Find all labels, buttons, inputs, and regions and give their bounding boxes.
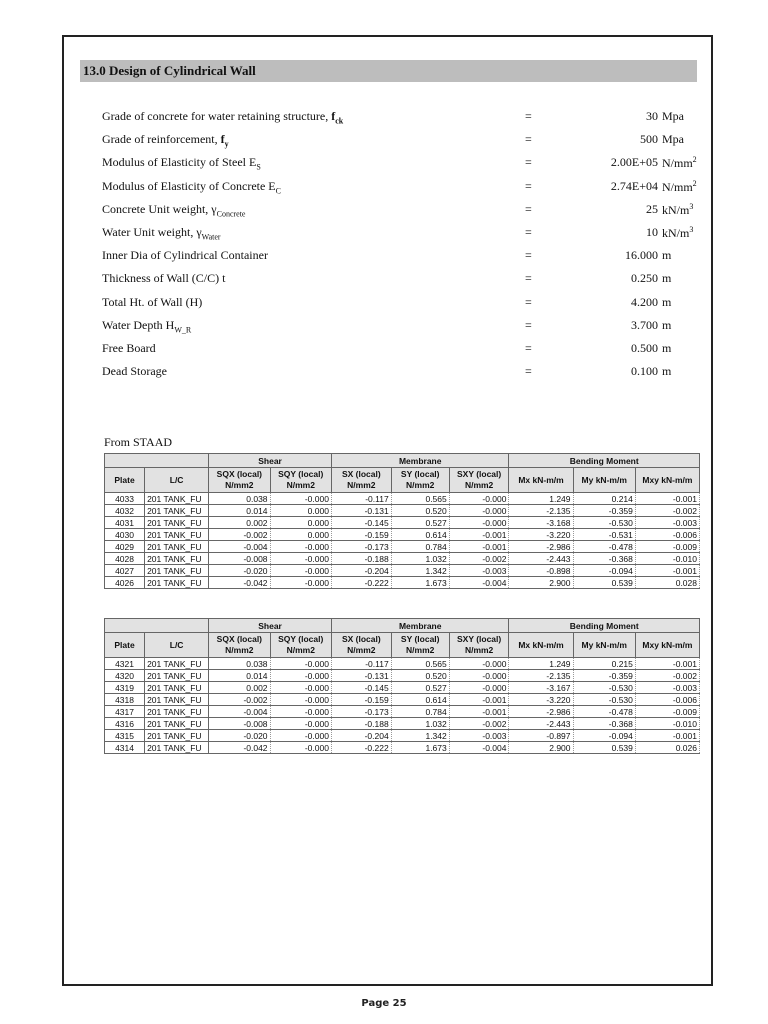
load-case-cell: 201 TANK_FU: [145, 553, 209, 565]
load-case-cell: 201 TANK_FU: [145, 742, 209, 754]
value-cell: -0.368: [573, 718, 635, 730]
value-cell: -0.004: [449, 742, 509, 754]
group-header-shear: Shear: [209, 619, 332, 633]
value-cell: -2.986: [509, 541, 573, 553]
param-row: [102, 364, 682, 387]
param-unit: m: [662, 340, 672, 355]
plate-cell: 4317: [105, 706, 145, 718]
value-cell: 0.028: [635, 577, 699, 589]
param-label: Grade of concrete for water retaining structure, $f_{ck}$: [102, 109, 344, 126]
load-case-cell: 201 TANK_FU: [145, 730, 209, 742]
load-case-cell: 201 TANK_FU: [145, 577, 209, 589]
value-cell: 0.784: [391, 706, 449, 718]
value-cell: -0.000: [270, 577, 331, 589]
value-cell: -0.000: [449, 505, 509, 517]
value-cell: -0.898: [509, 565, 573, 577]
section-header: [80, 60, 697, 82]
value-cell: -0.001: [449, 541, 509, 553]
value-cell: -0.000: [449, 682, 509, 694]
param-unit: $kN/m^3$: [662, 224, 694, 240]
value-cell: 1.673: [391, 742, 449, 754]
value-cell: -0.003: [635, 682, 699, 694]
param-value: 3.700: [631, 317, 658, 332]
param-row: [102, 178, 697, 202]
equals-sign: =: [525, 201, 532, 216]
table-column-header: [105, 468, 700, 493]
plate-cell: 4320: [105, 670, 145, 682]
value-cell: -0.173: [331, 706, 391, 718]
load-case-cell: 201 TANK_FU: [145, 670, 209, 682]
table-column-header: [105, 633, 700, 658]
param-label: Total Ht. of Wall (H): [102, 294, 203, 309]
load-case-cell: 201 TANK_FU: [145, 694, 209, 706]
value-cell: -0.222: [331, 577, 391, 589]
param-row: [102, 295, 682, 318]
value-cell: -0.897: [509, 730, 573, 742]
table-row: [105, 505, 700, 517]
value-cell: -3.220: [509, 694, 573, 706]
plate-cell: 4026: [105, 577, 145, 589]
plate-cell: 4027: [105, 565, 145, 577]
plate-cell: 4028: [105, 553, 145, 565]
value-cell: -0.002: [449, 718, 509, 730]
value-cell: 2.900: [509, 742, 573, 754]
equals-sign: =: [525, 317, 532, 332]
param-label: Free Board: [102, 340, 156, 355]
param-unit: m: [662, 294, 672, 309]
table-corner: [105, 454, 209, 468]
column-header: Mxy kN-m/m: [635, 633, 699, 658]
column-header: L/C: [145, 468, 209, 493]
value-cell: -0.000: [270, 541, 331, 553]
value-cell: -0.094: [573, 730, 635, 742]
value-cell: -0.145: [331, 682, 391, 694]
param-label: Grade of reinforcement, $f_y$: [102, 132, 229, 149]
load-case-cell: 201 TANK_FU: [145, 493, 209, 505]
table-row: [105, 694, 700, 706]
param-value: 10: [646, 224, 658, 239]
column-header: SQX (local) N/mm2: [209, 468, 270, 493]
param-row: [102, 201, 694, 225]
value-cell: 1.032: [391, 553, 449, 565]
value-cell: -0.003: [635, 517, 699, 529]
value-cell: 0.527: [391, 517, 449, 529]
load-case-cell: 201 TANK_FU: [145, 505, 209, 517]
param-row: [102, 248, 682, 271]
load-case-cell: 201 TANK_FU: [145, 682, 209, 694]
param-unit: Mpa: [662, 109, 684, 123]
value-cell: -0.008: [209, 718, 270, 730]
load-case-cell: 201 TANK_FU: [145, 517, 209, 529]
value-cell: -0.009: [635, 706, 699, 718]
value-cell: 0.527: [391, 682, 449, 694]
param-row: [102, 155, 697, 178]
group-header-shear: Shear: [209, 454, 332, 468]
value-cell: -2.986: [509, 706, 573, 718]
value-cell: -0.001: [635, 658, 699, 670]
table-row: [105, 742, 700, 754]
value-cell: -3.220: [509, 529, 573, 541]
value-cell: 0.002: [209, 517, 270, 529]
value-cell: 0.520: [391, 505, 449, 517]
value-cell: 2.900: [509, 577, 573, 589]
value-cell: 0.038: [209, 493, 270, 505]
value-cell: -0.188: [331, 553, 391, 565]
value-cell: -0.222: [331, 742, 391, 754]
value-cell: -0.020: [209, 730, 270, 742]
design-parameters: [102, 109, 697, 387]
table-row: [105, 718, 700, 730]
column-header: Plate: [105, 468, 145, 493]
value-cell: -0.173: [331, 541, 391, 553]
equals-sign: =: [525, 364, 532, 379]
value-cell: -0.006: [635, 529, 699, 541]
group-header-membrane: Membrane: [331, 619, 509, 633]
value-cell: -0.009: [635, 541, 699, 553]
value-cell: 0.214: [573, 493, 635, 505]
value-cell: -0.117: [331, 493, 391, 505]
value-cell: -0.000: [270, 718, 331, 730]
value-cell: -0.478: [573, 706, 635, 718]
param-value: 16.000: [625, 248, 658, 263]
value-cell: 0.000: [270, 517, 331, 529]
value-cell: -2.135: [509, 670, 573, 682]
value-cell: 0.565: [391, 493, 449, 505]
value-cell: -2.135: [509, 505, 573, 517]
param-unit: m: [662, 271, 672, 286]
value-cell: -0.002: [635, 670, 699, 682]
value-cell: -0.010: [635, 718, 699, 730]
table-group-header: [105, 454, 700, 468]
plate-cell: 4316: [105, 718, 145, 730]
value-cell: 1.342: [391, 565, 449, 577]
value-cell: -0.131: [331, 505, 391, 517]
column-header: SX (local) N/mm2: [331, 468, 391, 493]
param-value: 2.74E+04: [610, 178, 658, 193]
column-header: My kN-m/m: [573, 633, 635, 658]
value-cell: 0.000: [270, 529, 331, 541]
table-group-header: [105, 619, 700, 633]
value-cell: -0.001: [635, 565, 699, 577]
param-value: 0.250: [631, 271, 658, 286]
equals-sign: =: [525, 294, 532, 309]
param-unit: Mpa: [662, 132, 684, 147]
value-cell: -0.204: [331, 565, 391, 577]
value-cell: -0.117: [331, 658, 391, 670]
column-header: SY (local) N/mm2: [391, 633, 449, 658]
value-cell: 0.014: [209, 670, 270, 682]
value-cell: -0.002: [449, 553, 509, 565]
value-cell: -0.003: [449, 730, 509, 742]
table-corner: [105, 619, 209, 633]
column-header: Mxy kN-m/m: [635, 468, 699, 493]
value-cell: -2.443: [509, 718, 573, 730]
value-cell: 0.539: [573, 742, 635, 754]
table-row: [105, 670, 700, 682]
value-cell: 0.565: [391, 658, 449, 670]
equals-sign: =: [525, 109, 532, 123]
param-label: Water Depth $H_{W\_R}$: [102, 317, 192, 335]
load-case-cell: 201 TANK_FU: [145, 658, 209, 670]
value-cell: -0.000: [449, 493, 509, 505]
plate-cell: 4321: [105, 658, 145, 670]
column-header: SX (local) N/mm2: [331, 633, 391, 658]
section-title: 13.0 Design of Cylindrical Wall: [83, 63, 256, 78]
value-cell: -0.002: [635, 505, 699, 517]
value-cell: -0.001: [635, 730, 699, 742]
column-header: SQY (local) N/mm2: [270, 468, 331, 493]
value-cell: 1.673: [391, 577, 449, 589]
value-cell: -0.000: [270, 730, 331, 742]
column-header: SY (local) N/mm2: [391, 468, 449, 493]
value-cell: 0.000: [270, 505, 331, 517]
value-cell: -0.000: [270, 742, 331, 754]
column-header: Mx kN-m/m: [509, 633, 573, 658]
value-cell: -0.131: [331, 670, 391, 682]
value-cell: -0.145: [331, 517, 391, 529]
value-cell: 1.249: [509, 493, 573, 505]
table-row: [105, 541, 700, 553]
table-row: [105, 658, 700, 670]
from-staad-label: From STAAD: [104, 435, 173, 449]
value-cell: -0.003: [449, 565, 509, 577]
value-cell: -0.000: [270, 553, 331, 565]
value-cell: -0.004: [209, 706, 270, 718]
equals-sign: =: [525, 340, 532, 355]
param-label: Thickness of Wall (C/C) t: [102, 271, 226, 286]
param-row: [102, 132, 682, 155]
value-cell: -0.530: [573, 694, 635, 706]
param-value: 500: [640, 132, 658, 147]
value-cell: -0.002: [209, 694, 270, 706]
plate-cell: 4319: [105, 682, 145, 694]
value-cell: -0.000: [449, 670, 509, 682]
staad-table-1: [104, 453, 700, 589]
equals-sign: =: [525, 132, 532, 147]
param-label: Modulus of Elasticity of Steel $E_S$: [102, 155, 261, 172]
value-cell: -0.042: [209, 742, 270, 754]
value-cell: 0.614: [391, 529, 449, 541]
param-label: Concrete Unit weight, $\gamma_{Concrete}$: [102, 201, 246, 219]
table-row: [105, 730, 700, 742]
value-cell: -0.000: [270, 565, 331, 577]
value-cell: -0.159: [331, 529, 391, 541]
load-case-cell: 201 TANK_FU: [145, 565, 209, 577]
value-cell: -0.042: [209, 577, 270, 589]
value-cell: -0.000: [449, 517, 509, 529]
value-cell: 0.014: [209, 505, 270, 517]
param-value: 4.200: [631, 294, 658, 309]
plate-cell: 4030: [105, 529, 145, 541]
param-unit: $N/mm^2$: [662, 178, 697, 194]
value-cell: -0.000: [270, 670, 331, 682]
table-row: [105, 706, 700, 718]
value-cell: -0.004: [209, 541, 270, 553]
value-cell: -0.008: [209, 553, 270, 565]
column-header: SQX (local) N/mm2: [209, 633, 270, 658]
value-cell: -0.478: [573, 541, 635, 553]
equals-sign: =: [525, 155, 532, 170]
value-cell: -0.001: [449, 529, 509, 541]
table-row: [105, 565, 700, 577]
param-label: Dead Storage: [102, 364, 167, 379]
value-cell: -0.006: [635, 694, 699, 706]
value-cell: 0.215: [573, 658, 635, 670]
load-case-cell: 201 TANK_FU: [145, 529, 209, 541]
value-cell: 1.249: [509, 658, 573, 670]
value-cell: -0.204: [331, 730, 391, 742]
param-row: [102, 318, 682, 341]
value-cell: -0.359: [573, 670, 635, 682]
param-unit: $kN/m^3$: [662, 201, 694, 217]
equals-sign: =: [525, 224, 532, 239]
value-cell: -0.530: [573, 682, 635, 694]
value-cell: -0.000: [449, 658, 509, 670]
value-cell: -0.001: [635, 493, 699, 505]
column-header: Mx kN-m/m: [509, 468, 573, 493]
param-label: Modulus of Elasticity of Concrete $E_C$: [102, 178, 281, 195]
value-cell: -0.000: [270, 706, 331, 718]
column-header: SXY (local) N/mm2: [449, 468, 509, 493]
value-cell: -0.188: [331, 718, 391, 730]
value-cell: -0.010: [635, 553, 699, 565]
value-cell: -0.001: [449, 706, 509, 718]
value-cell: -2.443: [509, 553, 573, 565]
table-row: [105, 682, 700, 694]
param-row: [102, 224, 694, 248]
value-cell: 1.032: [391, 718, 449, 730]
value-cell: -0.000: [270, 682, 331, 694]
value-cell: -0.359: [573, 505, 635, 517]
column-header: SXY (local) N/mm2: [449, 633, 509, 658]
equals-sign: =: [525, 248, 532, 263]
load-case-cell: 201 TANK_FU: [145, 718, 209, 730]
value-cell: -0.094: [573, 565, 635, 577]
equals-sign: =: [525, 271, 532, 286]
table-row: [105, 577, 700, 589]
plate-cell: 4029: [105, 541, 145, 553]
param-value: 0.500: [631, 340, 658, 355]
value-cell: -3.167: [509, 682, 573, 694]
value-cell: 0.784: [391, 541, 449, 553]
load-case-cell: 201 TANK_FU: [145, 706, 209, 718]
value-cell: 0.038: [209, 658, 270, 670]
value-cell: 0.026: [635, 742, 699, 754]
plate-cell: 4314: [105, 742, 145, 754]
value-cell: -3.168: [509, 517, 573, 529]
plate-cell: 4315: [105, 730, 145, 742]
value-cell: -0.002: [209, 529, 270, 541]
value-cell: 0.539: [573, 577, 635, 589]
value-cell: -0.159: [331, 694, 391, 706]
value-cell: -0.531: [573, 529, 635, 541]
param-row: [102, 341, 682, 364]
plate-cell: 4033: [105, 493, 145, 505]
param-row: [102, 109, 682, 132]
table-row: [105, 493, 700, 505]
column-header: Plate: [105, 633, 145, 658]
plate-cell: 4032: [105, 505, 145, 517]
param-unit: m: [662, 248, 672, 263]
value-cell: -0.004: [449, 577, 509, 589]
value-cell: -0.000: [270, 493, 331, 505]
param-unit: m: [662, 317, 672, 332]
column-header: L/C: [145, 633, 209, 658]
value-cell: -0.000: [270, 694, 331, 706]
table-row: [105, 529, 700, 541]
param-label: Inner Dia of Cylindrical Container: [102, 248, 268, 263]
param-row: [102, 271, 682, 294]
column-header: SQY (local) N/mm2: [270, 633, 331, 658]
value-cell: 0.002: [209, 682, 270, 694]
plate-cell: 4318: [105, 694, 145, 706]
param-value: 0.100: [631, 364, 658, 379]
page-frame: [62, 35, 713, 986]
value-cell: 1.342: [391, 730, 449, 742]
value-cell: 0.614: [391, 694, 449, 706]
staad-table-2: [104, 618, 700, 754]
param-unit: $N/mm^2$: [662, 155, 697, 171]
equals-sign: =: [525, 178, 532, 193]
group-header-bending: Bending Moment: [509, 454, 700, 468]
value-cell: -0.000: [270, 658, 331, 670]
group-header-bending: Bending Moment: [509, 619, 700, 633]
column-header: My kN-m/m: [573, 468, 635, 493]
group-header-membrane: Membrane: [331, 454, 509, 468]
param-unit: m: [662, 364, 672, 379]
value-cell: -0.530: [573, 517, 635, 529]
plate-cell: 4031: [105, 517, 145, 529]
param-label: Water Unit weight, $\gamma_{Water}$: [102, 224, 221, 242]
load-case-cell: 201 TANK_FU: [145, 541, 209, 553]
value-cell: -0.020: [209, 565, 270, 577]
table-row: [105, 517, 700, 529]
param-value: 30: [646, 109, 658, 123]
value-cell: -0.368: [573, 553, 635, 565]
table-row: [105, 553, 700, 565]
param-value: 25: [646, 201, 658, 216]
param-value: 2.00E+05: [610, 155, 658, 170]
value-cell: 0.520: [391, 670, 449, 682]
value-cell: -0.001: [449, 694, 509, 706]
page-number: Page 25: [361, 998, 407, 1009]
